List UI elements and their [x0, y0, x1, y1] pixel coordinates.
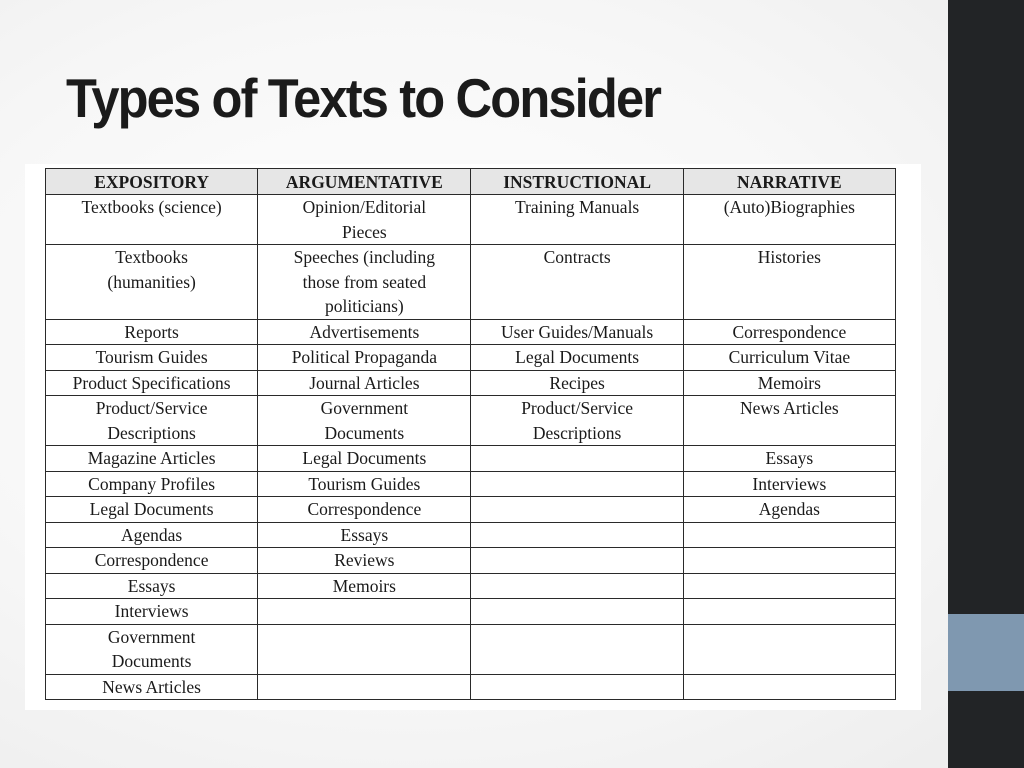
text-types-table — [45, 168, 896, 700]
table-cell-instructional — [471, 370, 683, 396]
table-cell-instructional — [471, 195, 683, 245]
table-cell-instructional — [471, 674, 683, 700]
table-row — [46, 446, 896, 472]
table-cell-instructional — [471, 319, 683, 345]
table-row — [46, 548, 896, 574]
table-row — [46, 319, 896, 345]
table-cell-instructional — [471, 446, 683, 472]
cell-text: Magazine Articles — [87, 448, 216, 468]
table-cell-argumentative — [258, 319, 471, 345]
table-row — [46, 195, 896, 245]
cell-text: Descriptions — [532, 422, 622, 443]
cell-text: Pieces — [342, 221, 387, 242]
cell-text: Essays — [127, 575, 176, 596]
cell-text: Advertisements — [309, 321, 420, 342]
table-row — [46, 599, 896, 625]
cell-text: Political Propaganda — [291, 347, 438, 367]
cell-text: (Auto)Biographies — [723, 197, 855, 217]
cell-text: Essays — [765, 448, 814, 468]
table-cell-expository — [46, 497, 258, 523]
cell-text: Documents — [111, 651, 192, 671]
slide-title: Types of Texts to Consider — [66, 67, 661, 129]
table-cell-instructional — [471, 548, 683, 574]
table-cell-narrative — [683, 370, 895, 396]
cell-text: Reviews — [334, 550, 395, 570]
cell-text: Opinion/Editorial — [302, 197, 427, 217]
cell-text: Correspondence — [94, 550, 209, 570]
header-expository: EXPOSITORY — [46, 169, 258, 195]
table-cell-argumentative — [258, 396, 471, 446]
cell-text: Correspondence — [732, 321, 847, 342]
cell-text: Essays — [340, 524, 389, 545]
cell-text: (humanities) — [107, 271, 196, 292]
table-cell-expository — [46, 396, 258, 446]
sidebar-accent-block — [948, 614, 1024, 691]
table-cell-narrative — [683, 599, 895, 625]
cell-text: Legal Documents — [515, 347, 640, 367]
table-cell-expository — [46, 624, 258, 674]
table-row — [46, 396, 896, 446]
cell-text: Speeches (including — [293, 247, 436, 267]
cell-text: those from seated — [302, 271, 427, 292]
cell-text: Company Profiles — [88, 473, 216, 494]
table-header-row — [46, 169, 896, 195]
cell-text: User Guides/Manuals — [501, 321, 654, 342]
table-row — [46, 674, 896, 700]
table-cell-argumentative — [258, 674, 471, 700]
cell-text: Descriptions — [107, 422, 196, 443]
cell-text: Agendas — [758, 499, 820, 519]
table-row — [46, 497, 896, 523]
table-cell-instructional — [471, 345, 683, 371]
table-cell-narrative — [683, 471, 895, 497]
cell-text: Recipes — [549, 372, 605, 393]
header-narrative: NARRATIVE — [683, 169, 895, 195]
table-cell-expository — [46, 522, 258, 548]
cell-text: Journal Articles — [309, 372, 420, 393]
header-argumentative: ARGUMENTATIVE — [258, 169, 471, 195]
cell-text: Tourism Guides — [95, 347, 208, 367]
table-cell-narrative — [683, 522, 895, 548]
cell-text: Textbooks — [115, 247, 188, 267]
table-cell-instructional — [471, 471, 683, 497]
table-row — [46, 345, 896, 371]
cell-text: Correspondence — [307, 499, 422, 519]
table-cell-expository — [46, 319, 258, 345]
table-cell-instructional — [471, 396, 683, 446]
table-cell-expository — [46, 573, 258, 599]
table-cell-argumentative — [258, 548, 471, 574]
table-cell-expository — [46, 674, 258, 700]
cell-text: News Articles — [740, 398, 839, 418]
table-cell-narrative — [683, 319, 895, 345]
table-cell-argumentative — [258, 599, 471, 625]
table-cell-argumentative — [258, 497, 471, 523]
cell-text: Memoirs — [757, 372, 821, 393]
table-cell-argumentative — [258, 370, 471, 396]
table-cell-argumentative — [258, 522, 471, 548]
table-cell-narrative — [683, 446, 895, 472]
cell-text: Government — [320, 398, 409, 418]
table-row — [46, 471, 896, 497]
cell-text: News Articles — [102, 676, 201, 697]
cell-text: Histories — [757, 247, 821, 267]
cell-text: Training Manuals — [514, 197, 640, 217]
table-row — [46, 522, 896, 548]
table-cell-expository — [46, 345, 258, 371]
table-cell-narrative — [683, 624, 895, 674]
cell-text: Agendas — [121, 524, 183, 545]
table-cell-narrative — [683, 548, 895, 574]
table-row — [46, 624, 896, 674]
cell-text: Textbooks (science) — [81, 197, 222, 217]
table-cell-argumentative — [258, 195, 471, 245]
cell-text: Interviews — [114, 601, 189, 621]
table-cell-expository — [46, 548, 258, 574]
cell-text: Memoirs — [332, 575, 396, 596]
cell-text: Product/Service — [95, 398, 208, 418]
header-instructional: INSTRUCTIONAL — [471, 169, 683, 195]
cell-text: Legal Documents — [302, 448, 427, 468]
table-cell-narrative — [683, 345, 895, 371]
table-cell-narrative — [683, 396, 895, 446]
table-cell-expository — [46, 446, 258, 472]
cell-text: Product/Service — [521, 398, 633, 418]
table-cell-narrative — [683, 245, 895, 320]
table-cell-narrative — [683, 497, 895, 523]
table-cell-instructional — [471, 245, 683, 320]
cell-text: Interviews — [752, 473, 827, 494]
cell-text: Curriculum Vitae — [728, 347, 851, 367]
table-cell-argumentative — [258, 471, 471, 497]
cell-text: politicians) — [324, 296, 404, 316]
table-cell-argumentative — [258, 624, 471, 674]
table-cell-argumentative — [258, 446, 471, 472]
table-cell-argumentative — [258, 345, 471, 371]
table-cell-argumentative — [258, 573, 471, 599]
table-cell-instructional — [471, 573, 683, 599]
table-panel — [25, 164, 921, 710]
table-cell-expository — [46, 599, 258, 625]
table-row — [46, 370, 896, 396]
table-body — [46, 195, 896, 700]
cell-text: Product Specifications — [72, 372, 231, 393]
table-cell-expository — [46, 195, 258, 245]
table-row — [46, 245, 896, 320]
table-cell-narrative — [683, 674, 895, 700]
table-cell-instructional — [471, 522, 683, 548]
cell-text: Documents — [324, 422, 405, 443]
table-cell-instructional — [471, 624, 683, 674]
cell-text: Reports — [124, 321, 179, 342]
table-cell-instructional — [471, 599, 683, 625]
cell-text: Government — [107, 626, 196, 647]
table-cell-expository — [46, 471, 258, 497]
table-cell-argumentative — [258, 245, 471, 320]
table-cell-expository — [46, 370, 258, 396]
cell-text: Contracts — [543, 247, 611, 267]
cell-text: Legal Documents — [89, 499, 214, 519]
cell-text: Tourism Guides — [308, 473, 421, 494]
table-cell-expository — [46, 245, 258, 320]
table-cell-narrative — [683, 195, 895, 245]
table-cell-instructional — [471, 497, 683, 523]
table-row — [46, 573, 896, 599]
table-cell-narrative — [683, 573, 895, 599]
